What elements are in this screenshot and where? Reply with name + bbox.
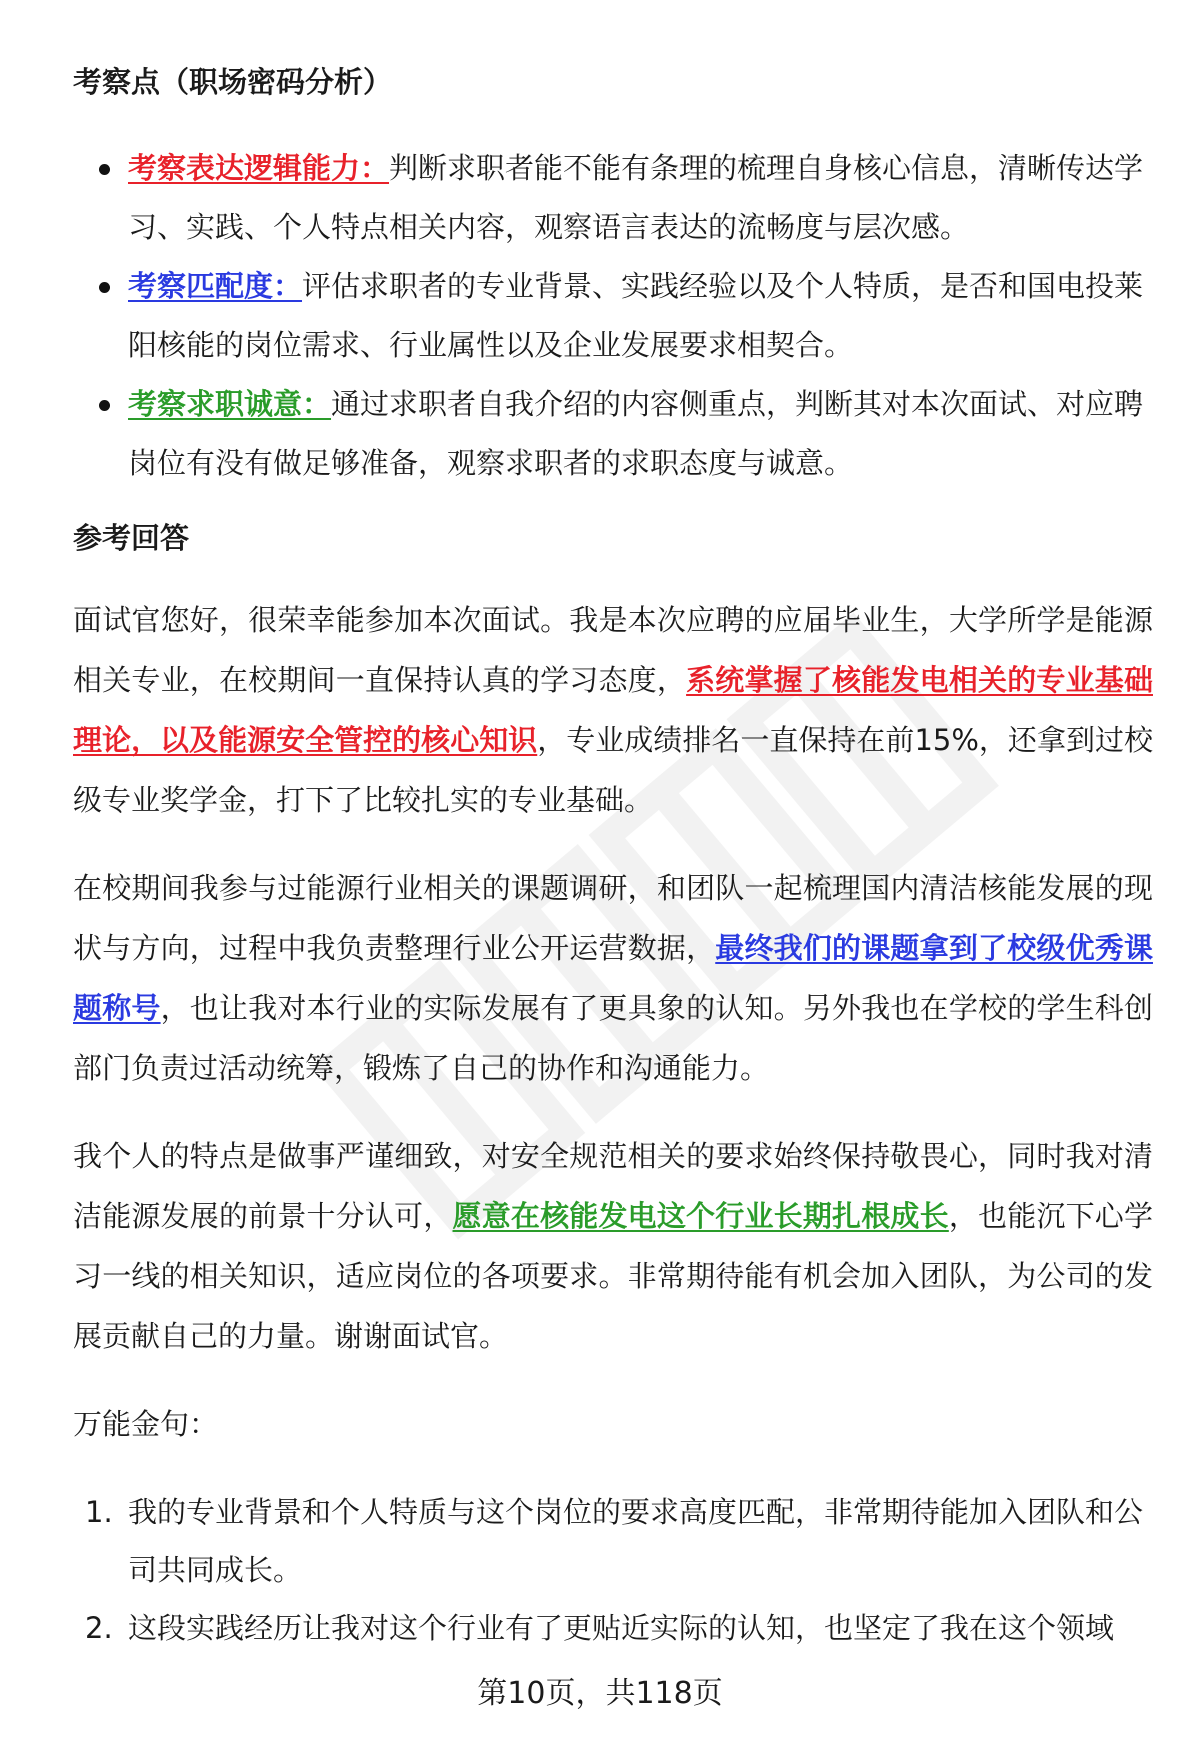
section-heading-reference-answer: 参考回答 [73,521,190,555]
point-label: 考察求职诚意： [128,387,332,421]
paragraph-text: ，也能沉下心学习一线的相关知识，适应岗位的各项要求。非常期待能有机会加入团队，为公司的发展贡献自己的力量。谢谢面试官。 [73,1199,1153,1353]
paragraph-text: ，专业成绩排名一直保持在前15%，还拿到过校级专业奖学金，打下了比较扎实的专业基础。 [73,723,1153,817]
paragraph-text: ，也让我对本行业的实际发展有了更具象的认知。另外我也在学校的学生科创部门负责过活动统筹，锻炼了自己的协作和沟通能力。 [73,991,1153,1085]
bullet-icon [99,282,110,293]
list-number: 2. [85,1611,113,1645]
emphasis-text: 最终我们的课题拿到了校级优秀课题称号 [73,931,1153,1025]
universal-phrases-list [73,1483,1153,1657]
list-text: 这段实践经历让我对这个行业有了更贴近实际的认知，也坚定了我在这个领域 [128,1611,1115,1645]
list-item [73,257,1153,375]
emphasis-text: 系统掌握了核能发电相关的专业基础理论，以及能源安全管控的核心知识 [73,663,1153,757]
assessment-points-list [73,139,1153,493]
section-heading-kaochadian: 考察点（职场密码分析） [73,65,393,99]
point-label: 考察表达逻辑能力： [128,151,390,185]
list-number: 1. [85,1495,113,1529]
list-item [73,1483,1153,1599]
page-number-footer: 第10页，共118页 [477,1676,723,1711]
list-text: 我的专业背景和个人特质与这个岗位的要求高度匹配，非常期待能加入团队和公司共同成长。 [128,1495,1144,1587]
answer-paragraph-3 [73,1126,1153,1366]
bullet-icon [99,400,110,411]
paragraph-text: 我个人的特点是做事严谨细致，对安全规范相关的要求始终保持敬畏心，同时我对清洁能源发展的前景十分认可， [73,1139,1153,1233]
point-text: 通过求职者自我介绍的内容侧重点，判断其对本次面试、对应聘岗位有没有做足够准备，观察求职者的求职态度与诚意。 [128,387,1144,480]
answer-paragraph-1 [73,590,1153,830]
point-label: 考察匹配度： [128,269,303,303]
paragraph-text: 在校期间我参与过能源行业相关的课题调研，和团队一起梳理国内清洁核能发展的现状与方向，过程中我负责整理行业公开运营数据， [73,871,1153,965]
paragraph-text: 面试官您好，很荣幸能参加本次面试。我是本次应聘的应届毕业生，大学所学是能源相关专业，在校期间一直保持认真的学习态度， [73,603,1153,697]
list-item [73,375,1153,493]
answer-paragraph-2 [73,858,1153,1098]
list-item [73,139,1153,257]
list-item [73,1599,1153,1657]
emphasis-text: 愿意在核能发电这个行业长期扎根成长 [452,1199,949,1233]
universal-phrases-label: 万能金句： [73,1407,219,1441]
point-text: 判断求职者能不能有条理的梳理自身核心信息，清晰传达学习、实践、个人特点相关内容，观察语言表达的流畅度与层次感。 [128,151,1144,244]
bullet-icon [99,164,110,175]
point-text: 评估求职者的专业背景、实践经验以及个人特质，是否和国电投莱阳核能的岗位需求、行业属性以及企业发展要求相契合。 [128,269,1144,362]
